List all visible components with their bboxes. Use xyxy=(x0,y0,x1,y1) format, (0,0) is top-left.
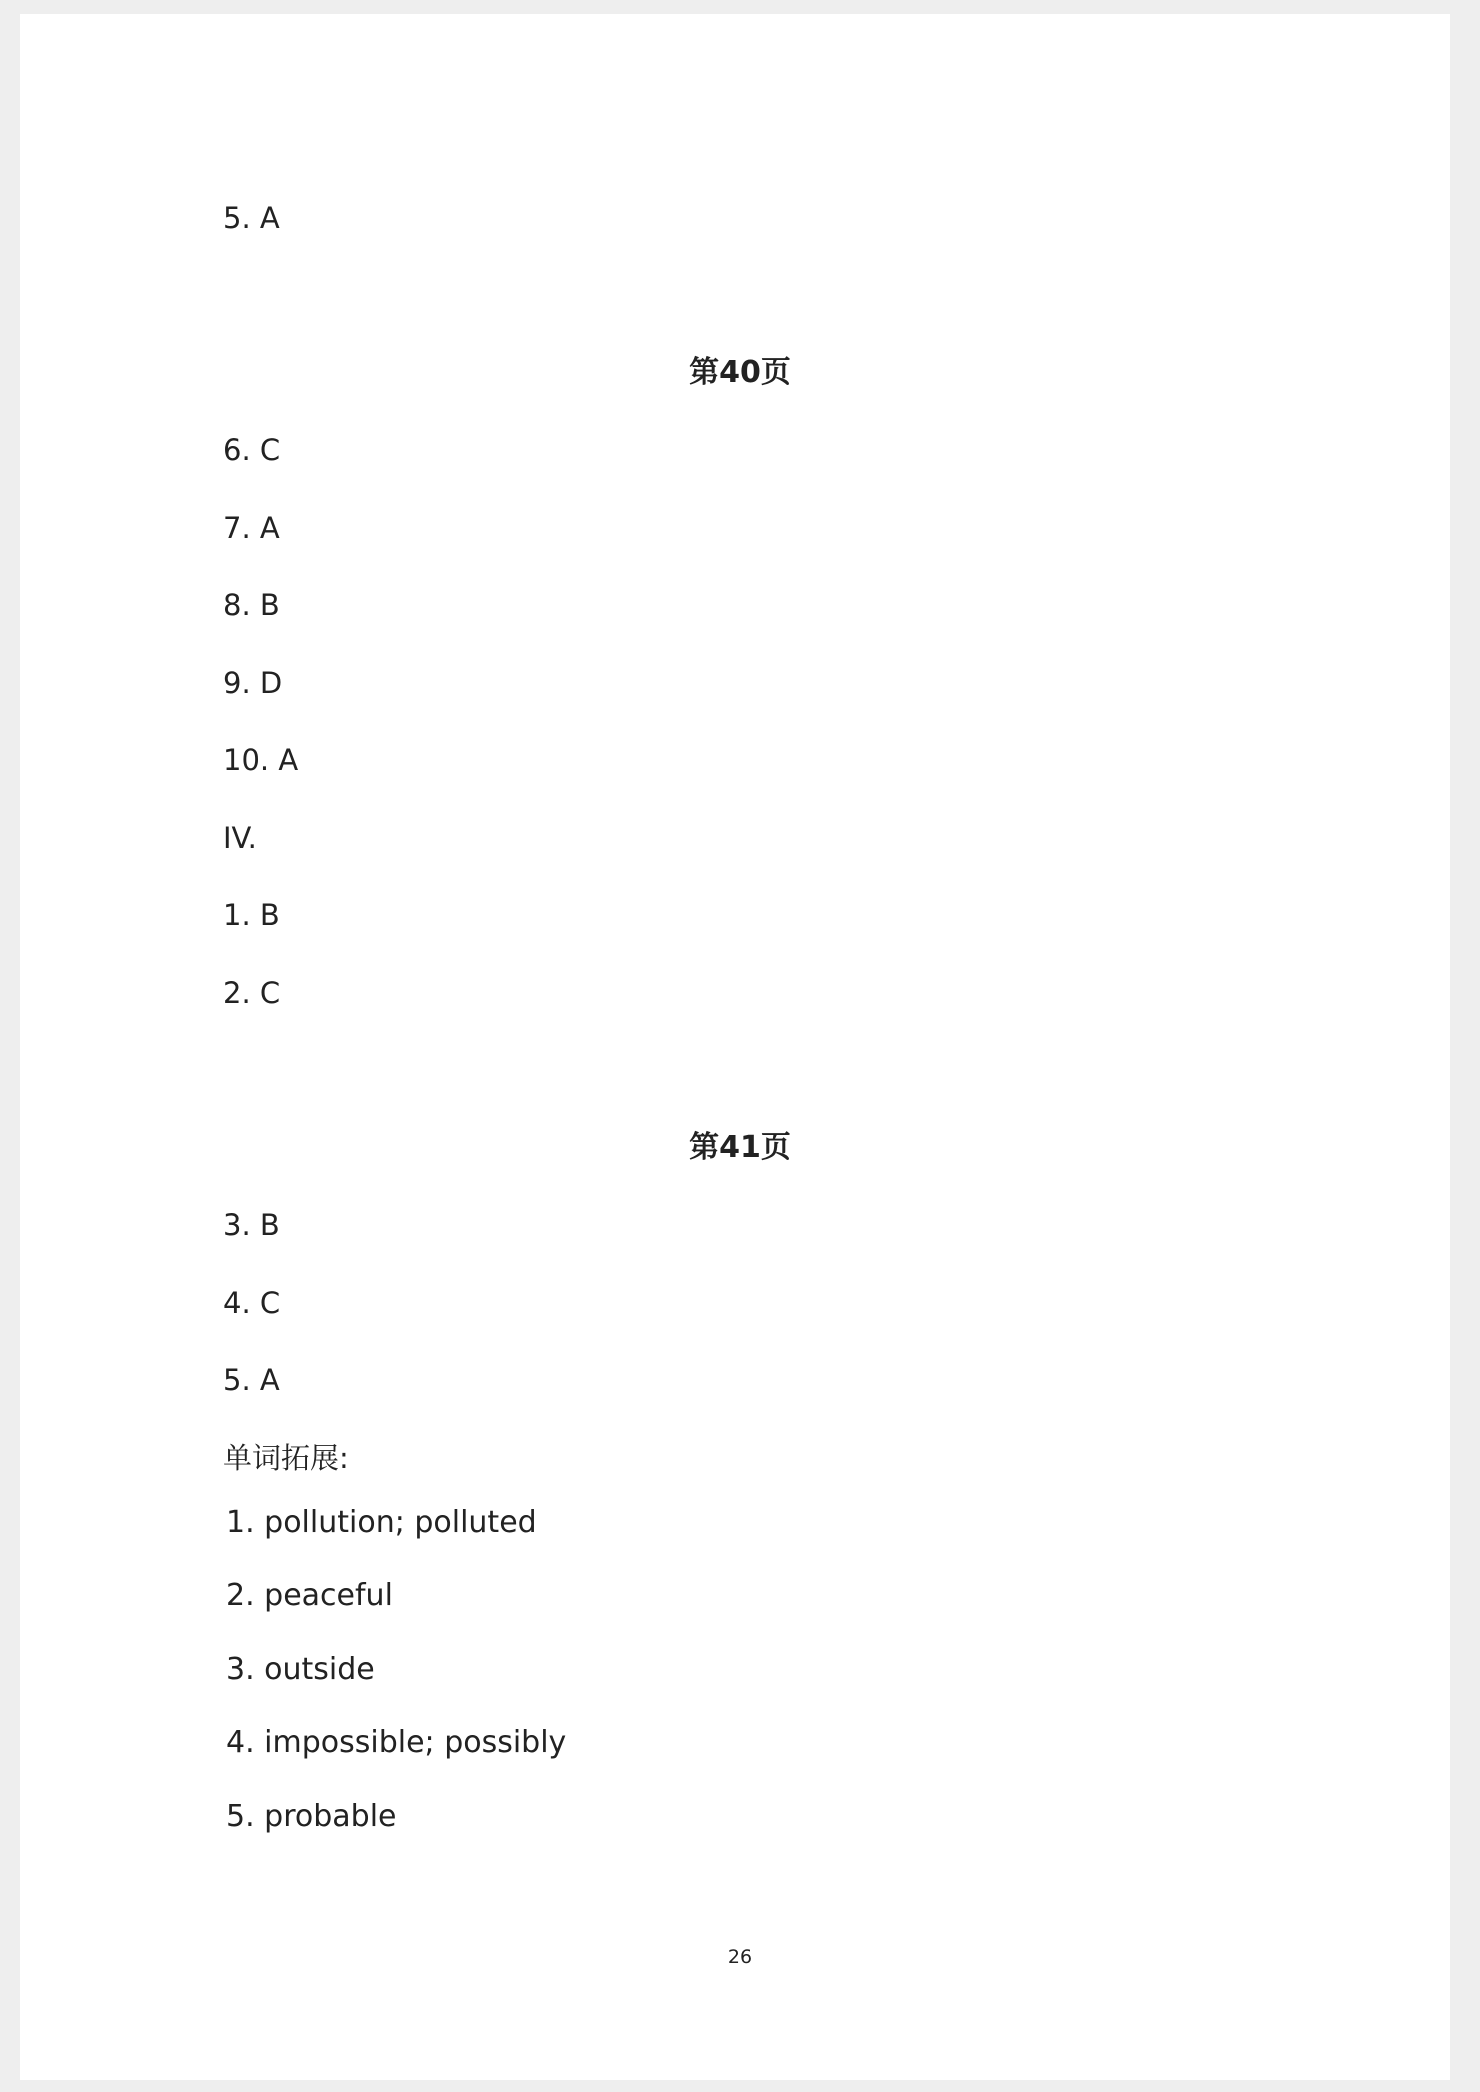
vocab-answer-line: 2. peaceful xyxy=(226,1578,393,1613)
answer-line: 6. C xyxy=(223,433,281,467)
answer-line: 5. A xyxy=(223,1363,280,1397)
section-heading-page-41: 第41页 xyxy=(689,1130,791,1165)
section-roman-numeral: IV. xyxy=(223,821,257,855)
vocab-answer-line: 5. probable xyxy=(226,1799,397,1834)
answer-line: 7. A xyxy=(223,511,280,545)
vocab-answer-line: 4. impossible; possibly xyxy=(226,1725,567,1760)
page-number: 26 xyxy=(727,1946,753,1968)
answer-line: 4. C xyxy=(223,1286,281,1320)
answer-line: 9. D xyxy=(223,666,283,700)
answer-line: 3. B xyxy=(223,1208,280,1242)
answer-line: 1. B xyxy=(223,898,280,932)
answer-line: 2. C xyxy=(223,976,281,1010)
answer-line: 10. A xyxy=(223,743,299,777)
document-page xyxy=(20,14,1450,2080)
answer-line: 8. B xyxy=(223,588,280,622)
vocab-section-label: 单词拓展: xyxy=(223,1441,349,1475)
section-heading-page-40: 第40页 xyxy=(689,355,791,390)
vocab-answer-line: 3. outside xyxy=(226,1652,375,1687)
vocab-answer-line: 1. pollution; polluted xyxy=(226,1505,537,1540)
answer-line: 5. A xyxy=(223,201,280,235)
